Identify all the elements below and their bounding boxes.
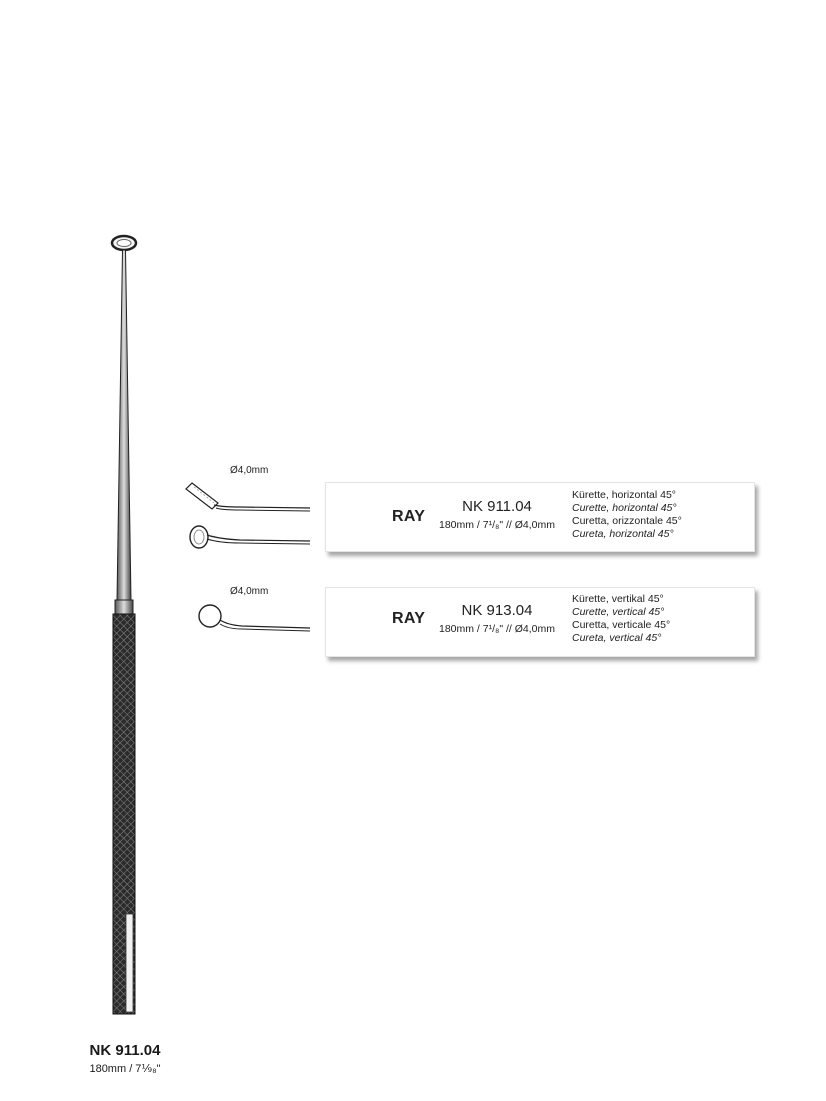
- variant-1-tip-illustration: [180, 475, 320, 555]
- variant-2-name-it: Curetta, verticale 45°: [572, 619, 671, 631]
- variant-1-brand: RAY: [392, 508, 426, 525]
- variant-1-card: [325, 482, 755, 552]
- main-product-code: NK 911.04: [89, 1042, 161, 1059]
- variant-1-size: 180mm / 7¹/₈" // Ø4,0mm: [438, 519, 556, 531]
- variant-1-code: NK 911.04: [462, 498, 532, 515]
- main-product-size: 180mm / 7⅑₈": [89, 1063, 161, 1075]
- variant-2-name-de: Kürette, vertikal 45°: [572, 593, 664, 605]
- variant-2-card: [325, 587, 755, 657]
- variant-1-name-en: Curette, horizontal 45°: [572, 502, 677, 514]
- variant-2-diameter-label: Ø4,0mm: [230, 586, 269, 597]
- variant-2-brand: RAY: [392, 610, 426, 627]
- variant-2-names: [572, 593, 670, 645]
- variant-1-name-es: Cureta, horizontal 45°: [572, 528, 674, 540]
- variant-2-tip-illustration: [180, 596, 320, 646]
- variant-1-diameter-label: Ø4,0mm: [230, 465, 269, 476]
- variant-1-name-de: Kürette, horizontal 45°: [572, 489, 677, 501]
- variant-2-size: 180mm / 7¹/₈" // Ø4,0mm: [438, 623, 556, 635]
- variant-2-code: NK 913.04: [461, 602, 533, 619]
- variant-1-names: [572, 489, 682, 541]
- variant-2-name-en: Curette, vertical 45°: [572, 606, 665, 618]
- variant-1-name-it: Curetta, orizzontale 45°: [572, 515, 682, 527]
- variant-2-name-es: Cureta, vertical 45°: [572, 632, 662, 644]
